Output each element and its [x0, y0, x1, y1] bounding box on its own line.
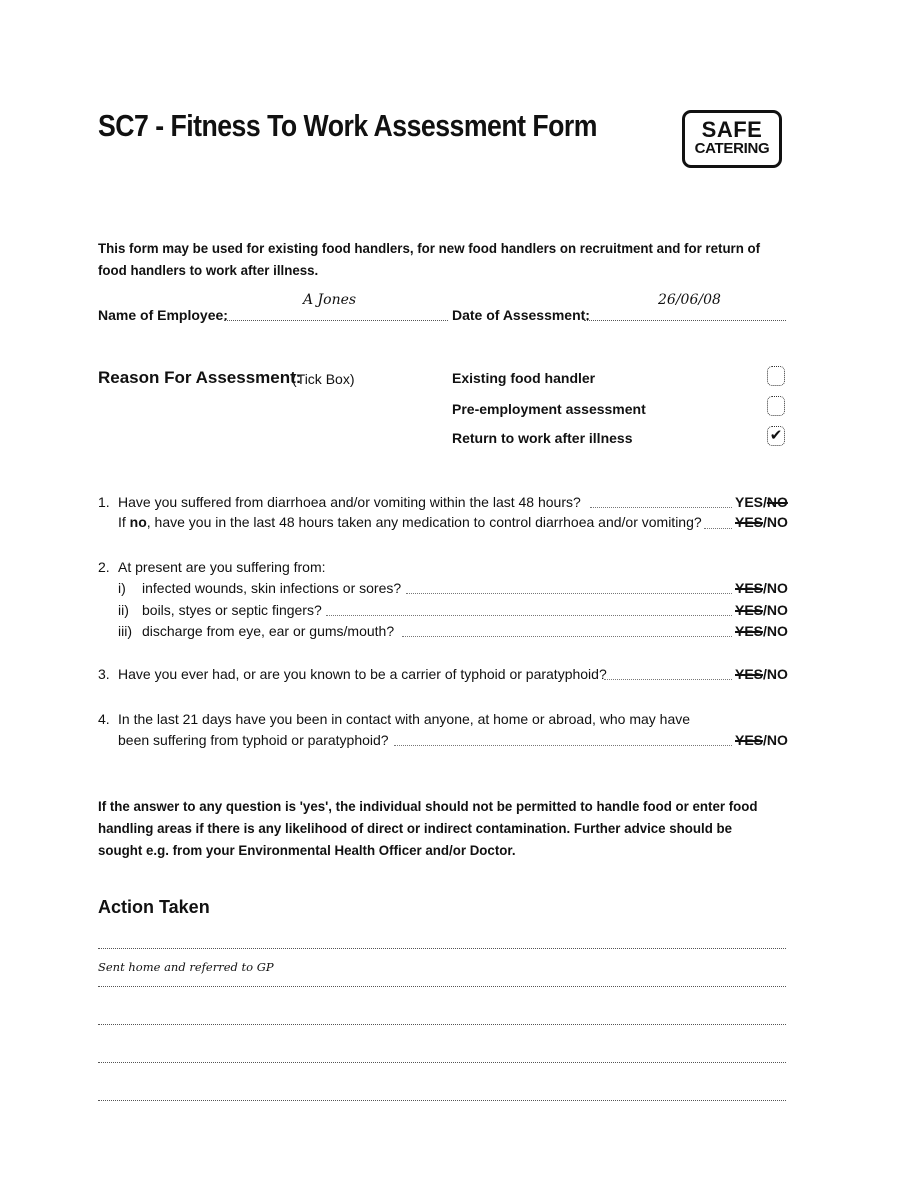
action-line-1[interactable] [98, 948, 786, 949]
question-2-ii-text: boils, styes or septic fingers? [142, 602, 322, 618]
assessment-date-label: Date of Assessment: [452, 307, 590, 323]
answer-yes-struck: YES [735, 602, 764, 618]
question-1-sub-answer[interactable] [735, 514, 788, 530]
form-title: SC7 - Fitness To Work Assessment Form [98, 108, 597, 143]
question-2-i-answer[interactable] [735, 580, 788, 596]
question-4-line-2: been suffering from typhoid or paratyphoid? [118, 732, 389, 748]
answer-no: NO [766, 580, 788, 596]
answer-no: NO [766, 602, 788, 618]
question-3-answer[interactable] [735, 666, 788, 682]
reason-label: Reason For Assessment: [98, 368, 302, 387]
question-3-text: Have you ever had, or are you known to be a carrier of typhoid or paratyphoid? [118, 666, 607, 682]
question-1-sub-text [118, 514, 702, 530]
action-taken-note[interactable]: Sent home and referred to GP [98, 960, 274, 974]
answer-no: NO [766, 514, 788, 530]
question-1-leader [590, 507, 732, 508]
question-4-leader [394, 745, 732, 746]
question-2-iii-leader [402, 636, 732, 637]
answer-separator: / [763, 602, 767, 618]
question-2-iii-answer[interactable] [735, 623, 788, 639]
action-line-3[interactable] [98, 1024, 786, 1025]
question-2-i-leader [406, 593, 732, 594]
assessment-date-line [584, 320, 786, 321]
action-taken-title: Action Taken [98, 897, 210, 917]
sub-rest: , have you in the last 48 hours taken any medication to control diarrhoea and/or vomiting? [146, 514, 702, 530]
question-3-leader [604, 679, 732, 680]
question-1-answer[interactable] [735, 494, 788, 510]
question-1-number: 1. [98, 494, 110, 510]
question-2-ii-leader [326, 615, 732, 616]
answer-yes-struck: YES [735, 623, 764, 639]
answer-no: NO [766, 666, 788, 682]
option-existing-food-handler: Existing food handler [452, 370, 596, 386]
answer-separator: / [763, 732, 767, 748]
answer-separator: / [763, 623, 767, 639]
intro-text: This form may be used for existing food handlers, for new food handlers on recruitment and for return of food handlers to work after illness. [98, 240, 761, 278]
answer-separator: / [763, 514, 767, 530]
question-4-answer[interactable] [735, 732, 788, 748]
answer-separator: / [763, 666, 767, 682]
question-2-ii-answer[interactable] [735, 602, 788, 618]
question-4-line-1: In the last 21 days have you been in contact with anyone, at home or abroad, who may have [118, 711, 691, 727]
question-2-ii-num: ii) [118, 602, 129, 618]
safe-catering-logo [682, 110, 782, 168]
employee-name-label: Name of Employee: [98, 307, 228, 323]
question-4-number: 4. [98, 711, 110, 727]
checkbox-existing-food-handler[interactable] [767, 366, 785, 386]
action-line-2[interactable] [98, 986, 786, 987]
answer-yes-struck: YES [735, 580, 764, 596]
answer-no-struck: NO [766, 494, 788, 510]
question-2-iii-num: iii) [118, 623, 132, 639]
answer-yes-struck: YES [735, 732, 764, 748]
action-line-4[interactable] [98, 1062, 786, 1063]
question-2-iii-text: discharge from eye, ear or gums/mouth? [142, 623, 395, 639]
answer-yes-struck: YES [735, 514, 764, 530]
logo-line-1: SAFE [701, 117, 763, 142]
answer-separator: / [763, 494, 767, 510]
question-1-text: Have you suffered from diarrhoea and/or vomiting within the last 48 hours? [118, 494, 581, 510]
employee-name-line [224, 320, 448, 321]
sub-prefix: If [118, 514, 130, 530]
option-pre-employment: Pre-employment assessment [452, 401, 646, 417]
reason-hint: (Tick Box) [292, 371, 355, 387]
question-2-i-text: infected wounds, skin infections or sores? [142, 580, 402, 596]
checkbox-return-to-work[interactable]: ✔ [767, 426, 785, 446]
answer-yes-struck: YES [735, 666, 764, 682]
answer-separator: / [763, 580, 767, 596]
answer-yes: YES [735, 494, 764, 510]
question-1-sub-leader [704, 528, 732, 529]
sub-bold-no: no [129, 514, 147, 530]
employee-name-value[interactable]: A Jones [303, 292, 357, 308]
question-2-i-num: i) [118, 580, 126, 596]
question-2-text: At present are you suffering from: [118, 559, 326, 575]
action-line-5[interactable] [98, 1100, 786, 1101]
question-3-number: 3. [98, 666, 110, 682]
assessment-date-value[interactable]: 26/06/08 [658, 292, 721, 308]
logo-line-2: CATERING [694, 140, 770, 157]
checkbox-pre-employment[interactable] [767, 396, 785, 416]
answer-no: NO [766, 732, 788, 748]
option-return-to-work: Return to work after illness [452, 430, 633, 446]
answer-no: NO [766, 623, 788, 639]
question-2-number: 2. [98, 559, 110, 575]
warning-text: If the answer to any question is 'yes', the individual should not be permitted to handle food or enter food handling areas if there is any likelihood of direct or indirect contamination. Further advice should be sought e.g. from your Environmental Health Officer and/or Doctor. [98, 798, 758, 858]
